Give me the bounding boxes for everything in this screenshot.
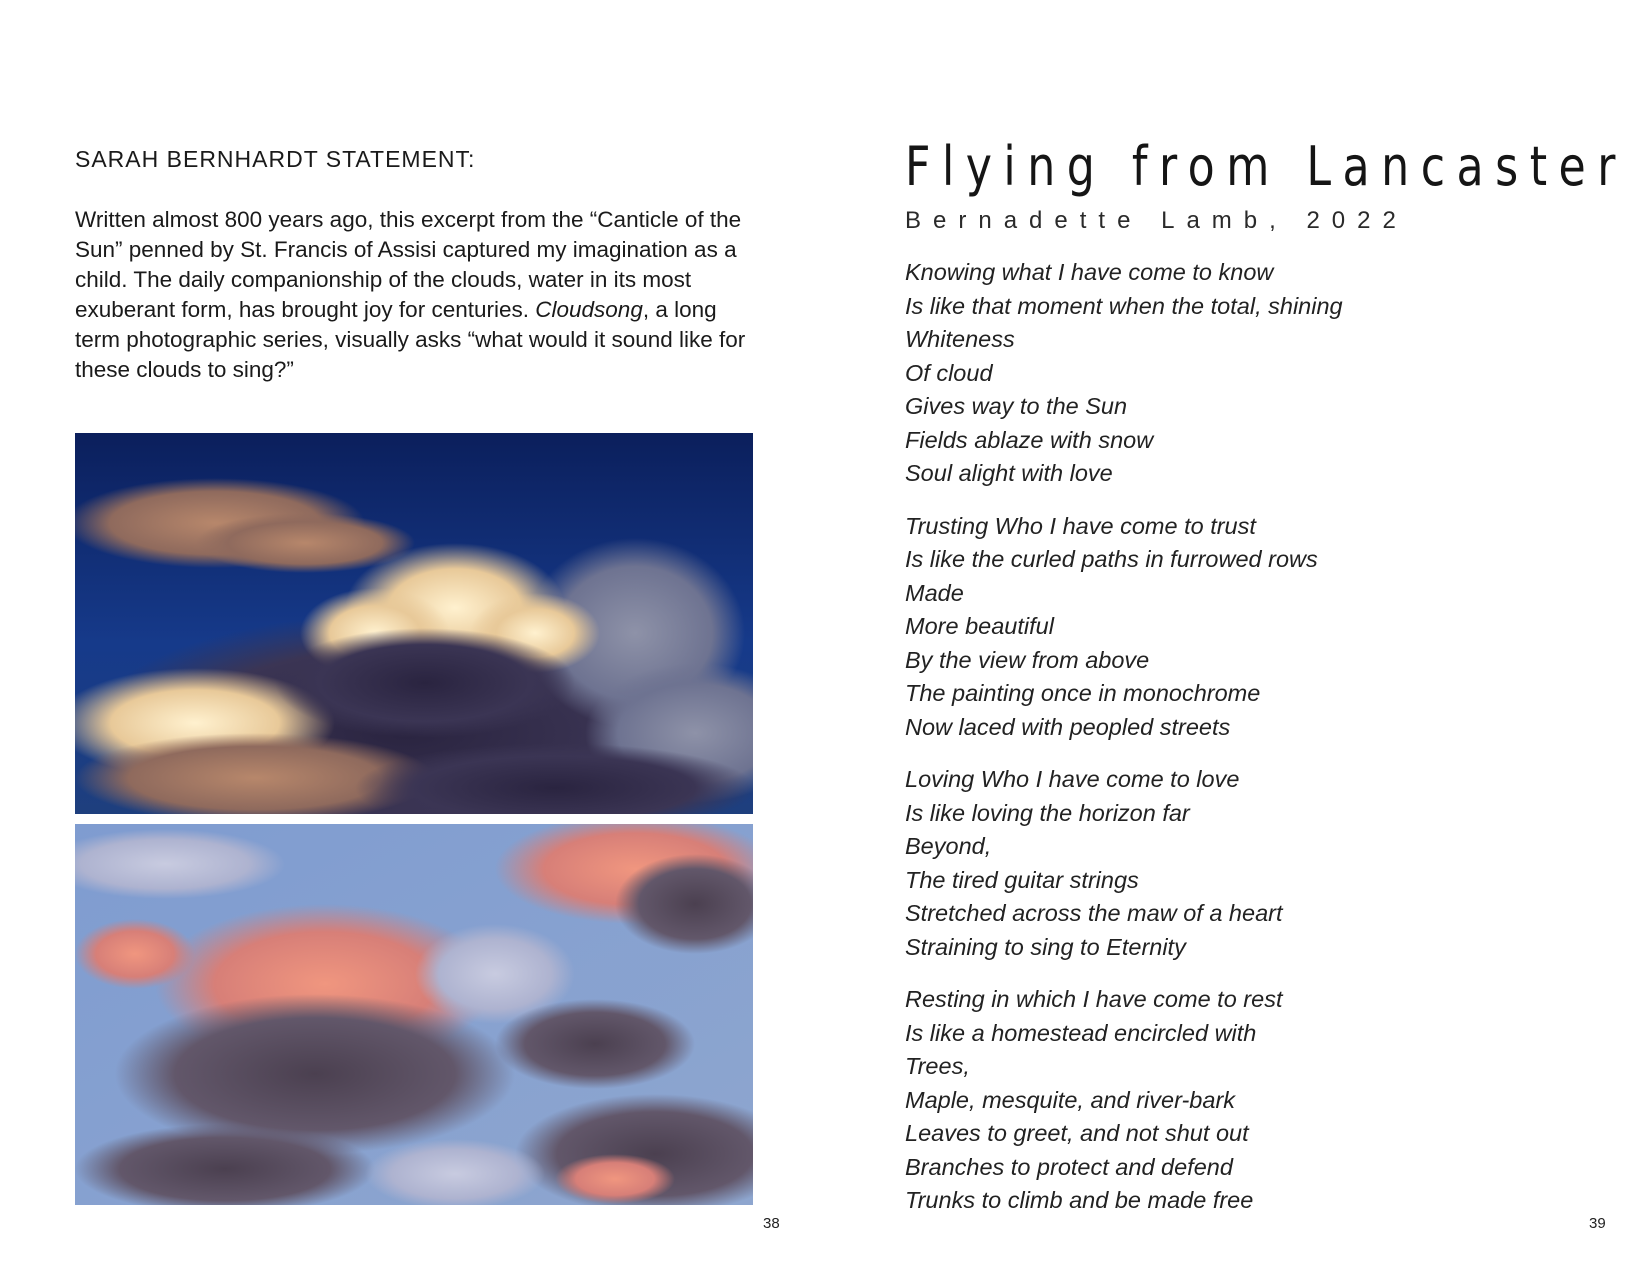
cloud-photo-pink-sunset — [75, 824, 753, 1205]
page-number: 38 — [763, 1215, 780, 1232]
right-page — [825, 0, 1650, 1275]
poem-line: Is like that moment when the total, shining — [905, 292, 1343, 319]
poem — [905, 256, 1625, 1237]
poem-line: Straining to sing to Eternity — [905, 933, 1186, 960]
poem-line: Gives way to the Sun — [905, 393, 1128, 419]
poem-line: By the view from above — [905, 646, 1150, 673]
poem-byline: Bernadette Lamb, 2022 — [905, 207, 1408, 234]
statement-text-part2: , a long term photographic series, visually asks “what would it sound like for these clouds to sing?” — [75, 297, 746, 382]
poem-stanza — [905, 510, 1625, 745]
poem-line: Maple, mesquite, and river-bark — [905, 1086, 1236, 1113]
poem-stanza — [905, 983, 1625, 1218]
poem-line: Now laced with peopled streets — [905, 713, 1231, 740]
poem-stanza — [905, 256, 1625, 491]
poem-line: Whiteness — [905, 326, 1015, 352]
statement-series-title: Cloudsong — [535, 297, 643, 322]
poem-line: The painting once in monochrome — [905, 680, 1261, 706]
poem-line: Trusting Who I have come to trust — [905, 512, 1256, 539]
poem-line: Is like a homestead encircled with — [905, 1019, 1257, 1046]
statement-text-part1: Written almost 800 years ago, this excerpt from the “Canticle of the Sun” penned by St. Francis of Assisi captured my imagination as a child. The daily companionship of the clouds, water in its most exuberant form, has brought joy for centuries. — [75, 207, 742, 322]
poem-line: Resting in which I have come to rest — [905, 986, 1283, 1012]
statement-body — [75, 205, 765, 385]
poem-stanza — [905, 763, 1625, 964]
poem-line: More beautiful — [905, 613, 1054, 639]
statement-heading: SARAH BERNHARDT STATEMENT: — [75, 146, 476, 172]
poem-line: Fields ablaze with snow — [905, 426, 1154, 453]
poem-line: Branches to protect and defend — [905, 1153, 1233, 1180]
poem-title: Flying from Lancaster — [905, 135, 1627, 198]
poem-line: Is like loving the horizon far — [905, 799, 1190, 826]
poem-line: Knowing what I have come to know — [905, 259, 1274, 285]
poem-line: Leaves to greet, and not shut out — [905, 1120, 1249, 1146]
page-number: 39 — [1589, 1215, 1606, 1232]
cloud-photo-dark-sky — [75, 433, 753, 814]
poem-line: Is like the curled paths in furrowed rows — [905, 546, 1318, 572]
poem-line: The tired guitar strings — [905, 866, 1139, 893]
poem-line: Of cloud — [905, 359, 993, 386]
poem-line: Stretched across the maw of a heart — [905, 900, 1283, 926]
poem-line: Trees, — [905, 1053, 970, 1079]
poem-line: Beyond, — [905, 833, 992, 859]
poem-line: Loving Who I have come to love — [905, 766, 1240, 792]
poem-line: Trunks to climb and be made free — [905, 1187, 1254, 1213]
poem-line: Made — [905, 579, 964, 606]
poem-line: Soul alight with love — [905, 460, 1113, 486]
